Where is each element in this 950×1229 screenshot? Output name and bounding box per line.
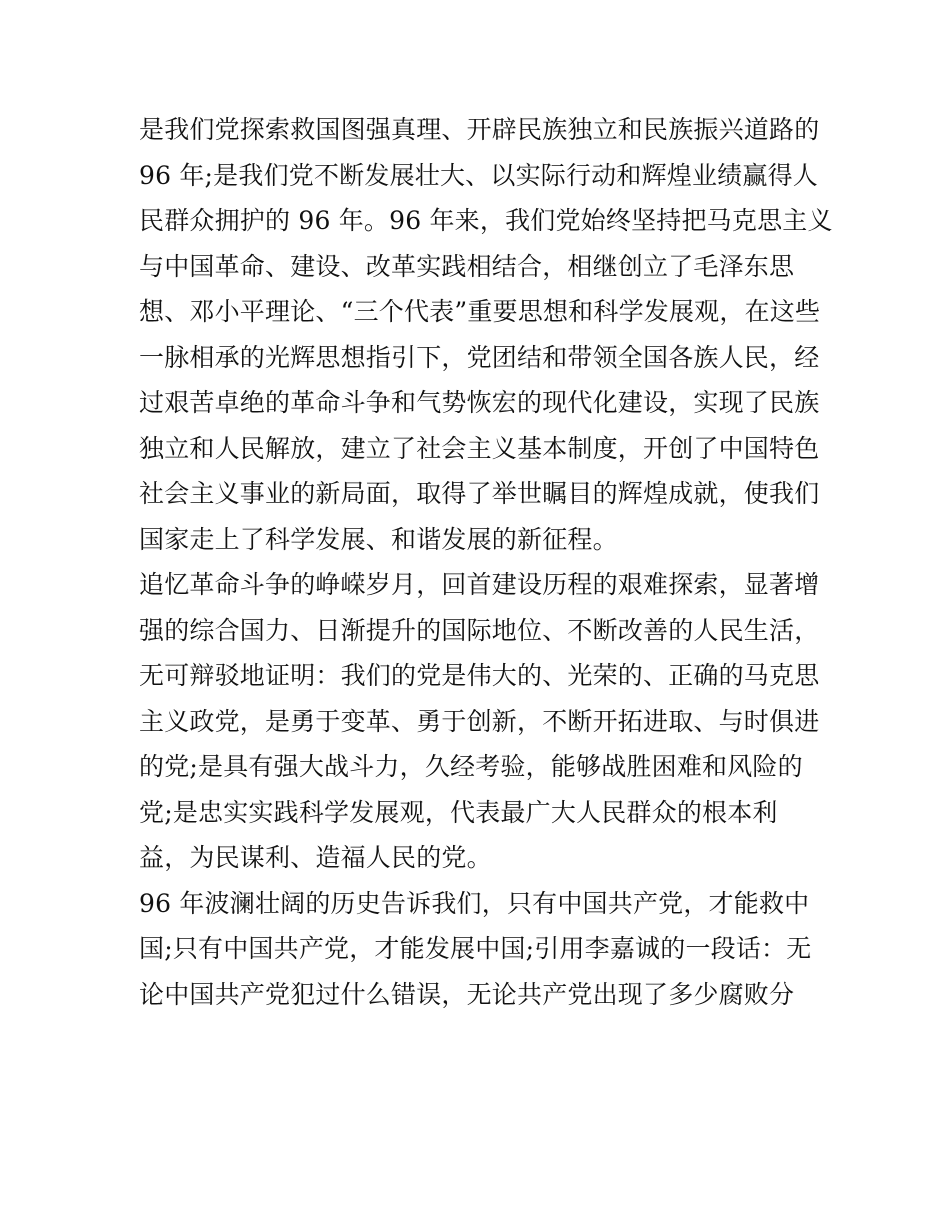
- text-line: 追忆革命斗争的峥嵘岁月，回首建设历程的艰难探索，显著增: [139, 570, 820, 599]
- text-line: 独立和人民解放，建立了社会主义基本制度，开创了中国特色: [139, 433, 820, 463]
- text-line: 无可辩驳地证明：我们的党是伟大的、光荣的、正确的马克思: [139, 661, 820, 690]
- text-line: 社会主义事业的新局面，取得了举世瞩目的辉煌成就，使我们: [139, 479, 820, 508]
- text-line: 论中国共产党犯过什么错误，无论共产党出现了多少腐败分: [139, 979, 795, 1009]
- text-line: 强的综合国力、日渐提升的国际地位、不断改善的人民生活，: [139, 615, 820, 645]
- text-line: 的党;是具有强大战斗力，久经考验，能够战胜困难和风险的: [139, 752, 803, 781]
- text-line: 是我们党探索救国图强真理、开辟民族独立和民族振兴道路的: [139, 115, 820, 144]
- text-line: 民群众拥护的 96 年。96 年来，我们党始终坚持把马克思主义: [139, 206, 833, 235]
- text-line: 与中国革命、建设、改革实践相结合，相继创立了毛泽东思: [139, 251, 795, 281]
- text-line: 过艰苦卓绝的革命斗争和气势恢宏的现代化建设，实现了民族: [139, 388, 820, 417]
- text-line: 96 年;是我们党不断发展壮大、以实际行动和辉煌业绩赢得人: [139, 160, 818, 190]
- text-line: 党;是忠实实践科学发展观，代表最广大人民群众的根本利: [139, 797, 778, 827]
- text-line: 主义政党，是勇于变革、勇于创新，不断开拓进取、与时俱进: [139, 706, 820, 736]
- text-line: 国;只有中国共产党，才能发展中国;引用李嘉诚的一段话：无: [139, 934, 812, 963]
- paragraph-1: [139, 107, 833, 562]
- paragraph-3: [139, 881, 819, 1018]
- document-body: [139, 107, 833, 1017]
- text-line: 96 年波澜壮阔的历史告诉我们，只有中国共产党，才能救中: [139, 888, 810, 918]
- text-line: 一脉相承的光辉思想指引下，党团结和带领全国各族人民，经: [139, 342, 820, 372]
- text-line: 国家走上了科学发展、和谐发展的新征程。: [139, 524, 618, 554]
- paragraph-2: [139, 562, 819, 881]
- text-line: 想、邓小平理论、“三个代表”重要思想和科学发展观，在这些: [139, 297, 821, 326]
- text-line: 益，为民谋利、造福人民的党。: [139, 843, 492, 872]
